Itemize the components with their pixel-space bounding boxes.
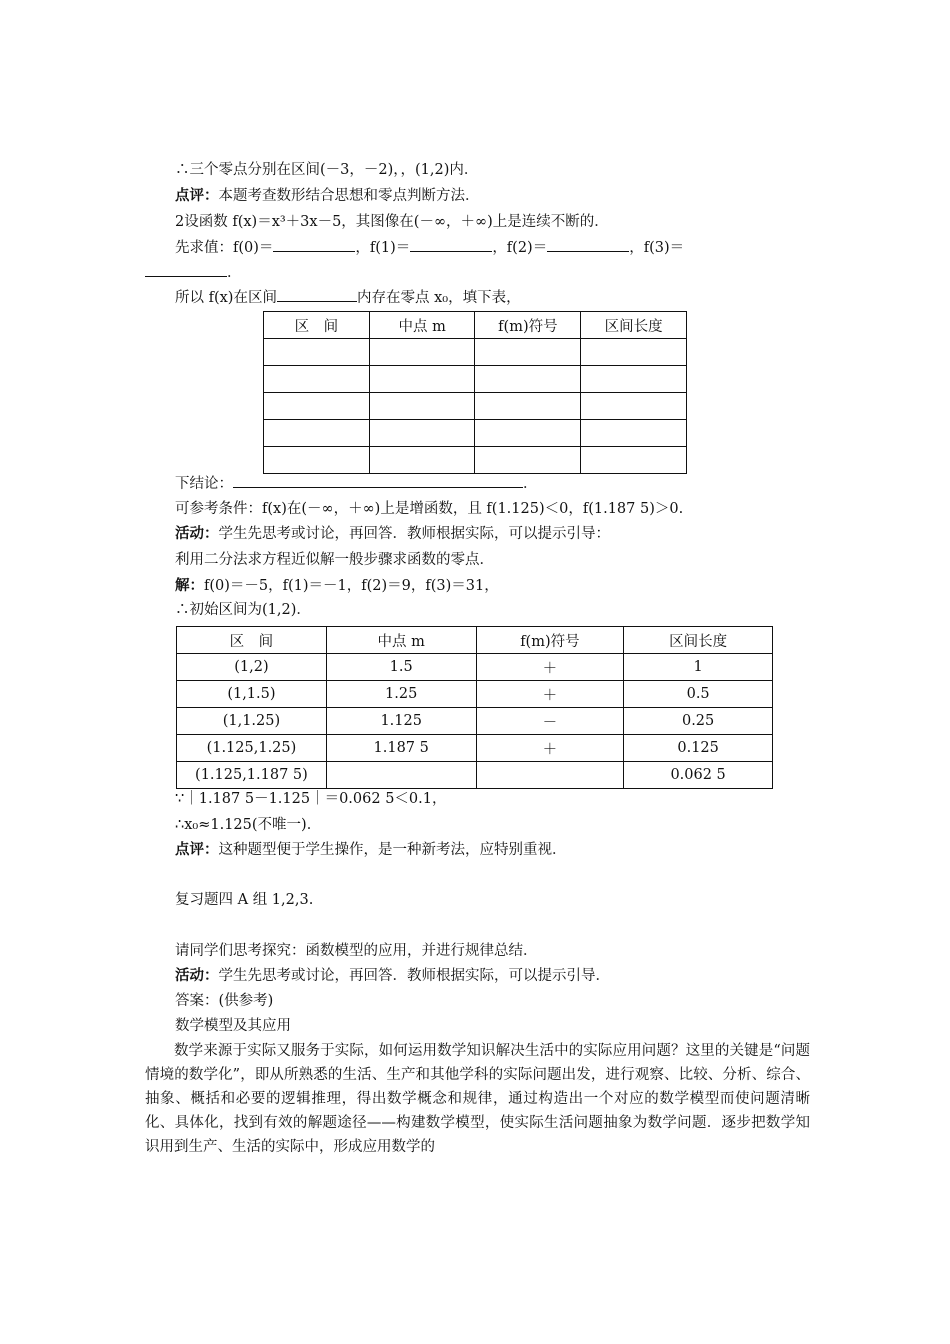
solution-label: 解： — [175, 577, 204, 594]
empty-bisection-table — [263, 311, 687, 474]
line-zero-intervals: ∴三个零点分别在区间(－3，－2)，，(1,2)内． — [175, 162, 479, 178]
table-row — [264, 420, 687, 447]
period: ． — [523, 476, 538, 492]
line-activity-2 — [175, 966, 610, 986]
line-problem-2: 2设函数 f(x)＝x³＋3x－5，其图像在(－∞，＋∞)上是连续不断的． — [175, 214, 609, 230]
table-cell: 0.125 — [624, 735, 773, 762]
f2-label: ，f(2)＝ — [492, 240, 548, 256]
line-answer: 答案：(供参考) — [175, 993, 274, 1009]
table-cell: (1,1.5) — [177, 681, 327, 708]
line-solution — [175, 576, 499, 596]
table-cell: 0.5 — [624, 681, 773, 708]
activity-label: 活动： — [175, 967, 219, 984]
f1-blank — [410, 237, 492, 252]
table-cell: 0.25 — [624, 708, 773, 735]
table-cell: 1.187 5 — [326, 735, 476, 762]
table-header: f(m)符号 — [475, 312, 581, 339]
table-cell: (1,1.25) — [177, 708, 327, 735]
table-header-row — [264, 312, 687, 339]
comment-label: 点评： — [175, 187, 219, 204]
activity-label: 活动： — [175, 525, 219, 542]
table-row — [177, 762, 773, 789]
bisection-table — [176, 626, 773, 789]
table-cell: 1.25 — [326, 681, 476, 708]
f2-blank — [547, 237, 629, 252]
conclusion-blank — [233, 473, 523, 488]
table-row — [264, 393, 687, 420]
line-conclusion — [175, 473, 538, 494]
body-paragraph: 数学来源于实际又服务于实际，如何运用数学知识解决生活中的实际应用问题？这里的关键是“问题情境的数学化”，即从所熟悉的生活、生产和其他学科的实际问题出发，进行观察、比较、分析、综合、抽象、概括和必要的逻辑推理，得出数学概念和规律，通过构造出一个对应的数学模型而使问题清晰化、具体化，找到有效的解题途径——构建数学模型，使实际生活问题抽象为数学问题．逐步把数学知识用到生产、生活的实际中，形成应用数学的 — [145, 1043, 810, 1155]
line-comment-2 — [175, 840, 567, 860]
table-header-row — [177, 627, 773, 654]
table-header: 中点 m — [369, 312, 475, 339]
interval-text: 内存在零点 x₀，填下表， — [356, 290, 521, 306]
line-error-check: ∵｜1.187 5－1.125｜＝0.062 5＜0.1， — [175, 791, 447, 807]
table-header: f(m)符号 — [476, 627, 624, 654]
solution-text: f(0)＝－5，f(1)＝－1，f(2)＝9，f(3)＝31， — [204, 578, 499, 594]
table-cell: 1.5 — [326, 654, 476, 681]
line-section-title: 数学模型及其应用 — [175, 1018, 291, 1034]
f3-blank — [145, 262, 227, 277]
conclusion-label: 下结论： — [175, 476, 233, 492]
line-review-exercises: 复习题四 A 组 1,2,3. — [175, 892, 314, 908]
line-initial-interval: ∴初始区间为(1,2)． — [175, 602, 311, 618]
table-row — [177, 654, 773, 681]
f0-label: 先求值：f(0)＝ — [175, 240, 274, 256]
table-header: 区间长度 — [624, 627, 773, 654]
table-cell: 1.125 — [326, 708, 476, 735]
table-cell: 0.062 5 — [624, 762, 773, 789]
comment-label: 点评： — [175, 841, 219, 858]
table-row — [177, 681, 773, 708]
table-row — [264, 447, 687, 474]
table-cell — [476, 762, 624, 789]
line-reference-condition: 可参考条件：f(x)在(－∞，＋∞)上是增函数，且 f(1.125)＜0，f(1.187 5)＞0. — [175, 501, 684, 517]
line-compute-values — [175, 237, 684, 258]
table-cell: ＋ — [476, 681, 624, 708]
interval-label: 所以 f(x)在区间 — [175, 290, 277, 306]
activity-text: 学生先思考或讨论，再回答．教师根据实际，可以提示引导． — [218, 968, 610, 984]
table-header: 区 间 — [177, 627, 327, 654]
table-cell: ＋ — [476, 654, 624, 681]
line-activity-1 — [175, 524, 610, 544]
line-bisection-method: 利用二分法求方程近似解一般步骤求函数的零点． — [175, 552, 494, 568]
activity-text: 学生先思考或讨论，再回答．教师根据实际，可以提示引导： — [218, 526, 610, 542]
table-cell: 1 — [624, 654, 773, 681]
line-f3-blank — [145, 262, 242, 283]
table-cell: ＋ — [476, 735, 624, 762]
f1-label: ，f(1)＝ — [355, 240, 411, 256]
comment-text: 本题考查数形结合思想和零点判断方法． — [218, 188, 480, 204]
table-row — [264, 366, 687, 393]
line-interval-fill — [175, 287, 521, 308]
table-cell: (1.125,1.25) — [177, 735, 327, 762]
table-cell — [326, 762, 476, 789]
comment-text: 这种题型便于学生操作，是一种新考法，应特别重视． — [218, 842, 567, 858]
table-header: 区 间 — [264, 312, 370, 339]
f3-label: ，f(3)＝ — [629, 240, 685, 256]
line-comment-1 — [175, 186, 480, 206]
table-header: 中点 m — [326, 627, 476, 654]
line-think-explore: 请同学们思考探究：函数模型的应用，并进行规律总结． — [175, 943, 538, 959]
line-approx-zero: ∴x₀≈1.125(不唯一)． — [175, 817, 322, 833]
f0-blank — [273, 237, 355, 252]
table-cell: － — [476, 708, 624, 735]
table-header: 区间长度 — [581, 312, 687, 339]
table-cell: (1,2) — [177, 654, 327, 681]
table-cell: (1.125,1.187 5) — [177, 762, 327, 789]
table-row — [177, 735, 773, 762]
period: ． — [227, 265, 242, 281]
interval-blank — [277, 287, 357, 302]
table-row — [264, 339, 687, 366]
table-row — [177, 708, 773, 735]
